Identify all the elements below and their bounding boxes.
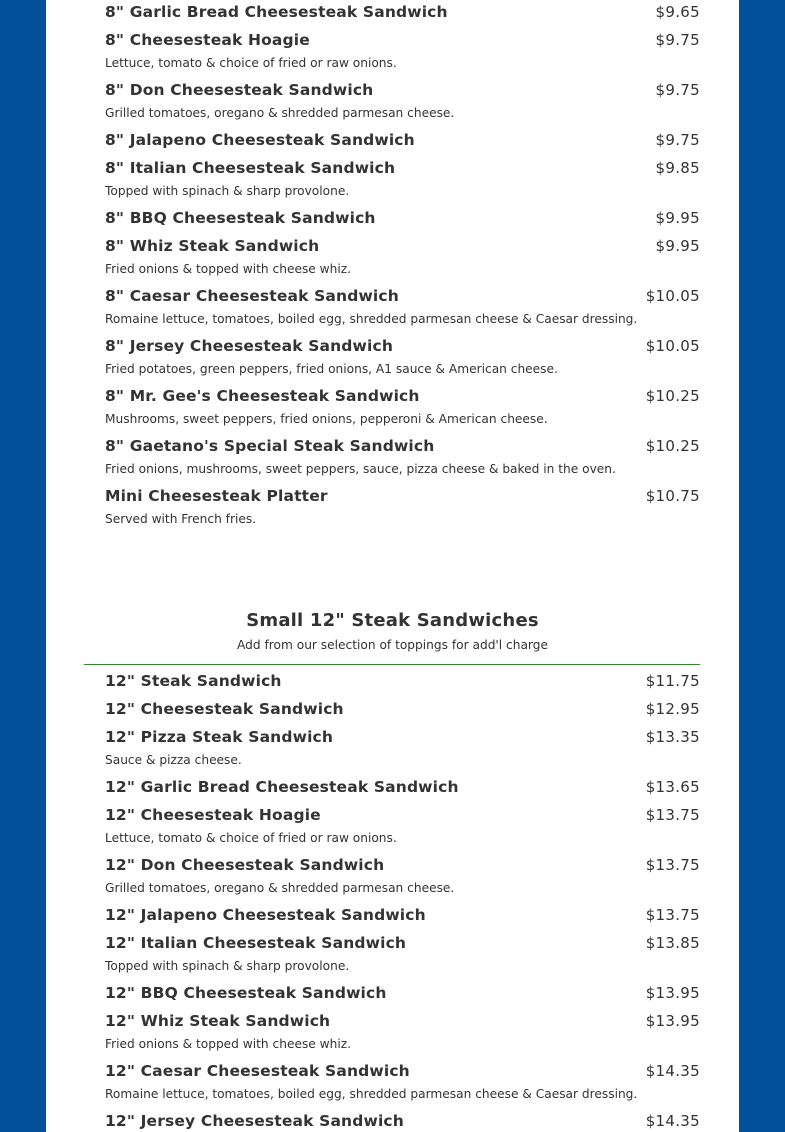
menu-item[interactable] xyxy=(105,337,700,377)
item-price: $13.85 xyxy=(645,934,700,952)
item-name: 8" Gaetano's Special Steak Sandwich xyxy=(105,437,435,455)
item-price: $13.75 xyxy=(645,856,700,874)
menu-item[interactable] xyxy=(105,1062,700,1102)
section-subtitle: Add from our selection of toppings for add'l charge xyxy=(237,638,548,652)
item-name: Mini Cheesesteak Platter xyxy=(105,487,328,505)
item-name: 12" Jalapeno Cheesesteak Sandwich xyxy=(105,906,426,924)
item-description: Grilled tomatoes, oregano & shredded parmesan cheese. xyxy=(105,106,455,120)
section-12-header xyxy=(46,609,739,653)
menu-item[interactable] xyxy=(105,672,700,690)
item-price: $13.95 xyxy=(645,984,700,1002)
item-price: $9.95 xyxy=(655,237,700,255)
item-description: Sauce & pizza cheese. xyxy=(105,753,242,767)
menu-item[interactable] xyxy=(105,984,700,1002)
menu-item-row xyxy=(105,81,700,99)
menu-item-row xyxy=(105,1062,700,1080)
menu-item-row xyxy=(105,287,700,305)
item-name: 8" Jersey Cheesesteak Sandwich xyxy=(105,337,394,355)
section-divider xyxy=(84,664,700,665)
item-price: $14.35 xyxy=(645,1062,700,1080)
menu-item-row xyxy=(105,131,700,149)
menu-item[interactable] xyxy=(105,287,700,327)
item-name: 8" Italian Cheesesteak Sandwich xyxy=(105,159,396,177)
item-price: $10.25 xyxy=(645,437,700,455)
item-price: $12.95 xyxy=(645,700,700,718)
menu-item[interactable] xyxy=(105,3,700,21)
menu-item[interactable] xyxy=(105,856,700,896)
menu-item[interactable] xyxy=(105,237,700,277)
section-12-items xyxy=(105,672,700,1132)
item-name: 12" Don Cheesesteak Sandwich xyxy=(105,856,385,874)
item-name: 8" BBQ Cheesesteak Sandwich xyxy=(105,209,376,227)
item-name: 8" Mr. Gee's Cheesesteak Sandwich xyxy=(105,387,420,405)
item-description: Topped with spinach & sharp provolone. xyxy=(105,959,350,973)
item-price: $13.65 xyxy=(645,778,700,796)
menu-item[interactable] xyxy=(105,387,700,427)
item-name: 8" Don Cheesesteak Sandwich xyxy=(105,81,374,99)
menu-item[interactable] xyxy=(105,700,700,718)
item-price: $9.95 xyxy=(655,209,700,227)
item-name: 12" Garlic Bread Cheesesteak Sandwich xyxy=(105,778,459,796)
item-description: Topped with spinach & sharp provolone. xyxy=(105,184,350,198)
item-price: $9.85 xyxy=(655,159,700,177)
item-name: 12" Caesar Cheesesteak Sandwich xyxy=(105,1062,410,1080)
menu-item[interactable] xyxy=(105,1012,700,1052)
menu-item[interactable] xyxy=(105,728,700,768)
menu-item[interactable] xyxy=(105,159,700,199)
menu-item-row xyxy=(105,806,700,824)
item-name: 12" Jersey Cheesesteak Sandwich xyxy=(105,1112,404,1130)
item-name: 8" Cheesesteak Hoagie xyxy=(105,31,310,49)
menu-item[interactable] xyxy=(105,778,700,796)
item-price: $13.75 xyxy=(645,906,700,924)
item-price: $10.25 xyxy=(645,387,700,405)
item-name: 12" BBQ Cheesesteak Sandwich xyxy=(105,984,387,1002)
menu-item-row xyxy=(105,387,700,405)
menu-item-row xyxy=(105,159,700,177)
menu-item-row xyxy=(105,906,700,924)
section-title: Small 12" Steak Sandwiches xyxy=(246,610,539,631)
item-price: $13.35 xyxy=(645,728,700,746)
menu-item[interactable] xyxy=(105,131,700,149)
menu-item[interactable] xyxy=(105,31,700,71)
item-price: $9.75 xyxy=(655,31,700,49)
item-name: 8" Jalapeno Cheesesteak Sandwich xyxy=(105,131,415,149)
menu-item-row xyxy=(105,1012,700,1030)
item-name: 12" Cheesesteak Sandwich xyxy=(105,700,344,718)
menu-item-row xyxy=(105,856,700,874)
item-name: 8" Whiz Steak Sandwich xyxy=(105,237,320,255)
item-name: 8" Garlic Bread Cheesesteak Sandwich xyxy=(105,3,448,21)
item-name: 12" Cheesesteak Hoagie xyxy=(105,806,321,824)
menu-page xyxy=(46,0,739,1132)
item-name: 12" Italian Cheesesteak Sandwich xyxy=(105,934,407,952)
menu-item-row xyxy=(105,437,700,455)
menu-item-row xyxy=(105,31,700,49)
item-description: Mushrooms, sweet peppers, fried onions, pepperoni & American cheese. xyxy=(105,412,548,426)
item-price: $11.75 xyxy=(645,672,700,690)
menu-item-row xyxy=(105,984,700,1002)
menu-item[interactable] xyxy=(105,81,700,121)
menu-item-row xyxy=(105,237,700,255)
item-price: $10.05 xyxy=(645,287,700,305)
menu-item-row xyxy=(105,209,700,227)
menu-item-row xyxy=(105,700,700,718)
item-description: Grilled tomatoes, oregano & shredded parmesan cheese. xyxy=(105,881,455,895)
item-description: Fried potatoes, green peppers, fried onions, A1 sauce & American cheese. xyxy=(105,362,558,376)
item-name: 12" Whiz Steak Sandwich xyxy=(105,1012,331,1030)
menu-item-row xyxy=(105,337,700,355)
menu-item-row xyxy=(105,728,700,746)
menu-item-row xyxy=(105,487,700,505)
item-description: Romaine lettuce, tomatoes, boiled egg, shredded parmesan cheese & Caesar dressing. xyxy=(105,1087,638,1101)
menu-item[interactable] xyxy=(105,1112,700,1130)
item-name: 8" Caesar Cheesesteak Sandwich xyxy=(105,287,399,305)
item-description: Lettuce, tomato & choice of fried or raw onions. xyxy=(105,56,397,70)
menu-item[interactable] xyxy=(105,906,700,924)
menu-item[interactable] xyxy=(105,806,700,846)
item-price: $13.95 xyxy=(645,1012,700,1030)
item-price: $10.05 xyxy=(645,337,700,355)
menu-item[interactable] xyxy=(105,209,700,227)
menu-item[interactable] xyxy=(105,487,700,527)
item-price: $10.75 xyxy=(645,487,700,505)
item-name: 12" Pizza Steak Sandwich xyxy=(105,728,334,746)
menu-item-row xyxy=(105,3,700,21)
item-name: 12" Steak Sandwich xyxy=(105,672,282,690)
item-description: Fried onions, mushrooms, sweet peppers, sauce, pizza cheese & baked in the oven. xyxy=(105,462,616,476)
item-price: $9.65 xyxy=(655,3,700,21)
menu-item[interactable] xyxy=(105,437,700,477)
item-description: Romaine lettuce, tomatoes, boiled egg, shredded parmesan cheese & Caesar dressing. xyxy=(105,312,638,326)
item-description: Served with French fries. xyxy=(105,512,257,526)
item-price: $9.75 xyxy=(655,131,700,149)
menu-item-row xyxy=(105,778,700,796)
section-8-items xyxy=(105,0,700,537)
menu-item-row xyxy=(105,934,700,952)
menu-item-row xyxy=(105,1112,700,1130)
item-price: $13.75 xyxy=(645,806,700,824)
item-price: $14.35 xyxy=(645,1112,700,1130)
menu-item[interactable] xyxy=(105,934,700,974)
item-description: Fried onions & topped with cheese whiz. xyxy=(105,1037,352,1051)
menu-item-row xyxy=(105,672,700,690)
item-price: $9.75 xyxy=(655,81,700,99)
item-description: Fried onions & topped with cheese whiz. xyxy=(105,262,352,276)
item-description: Lettuce, tomato & choice of fried or raw onions. xyxy=(105,831,397,845)
